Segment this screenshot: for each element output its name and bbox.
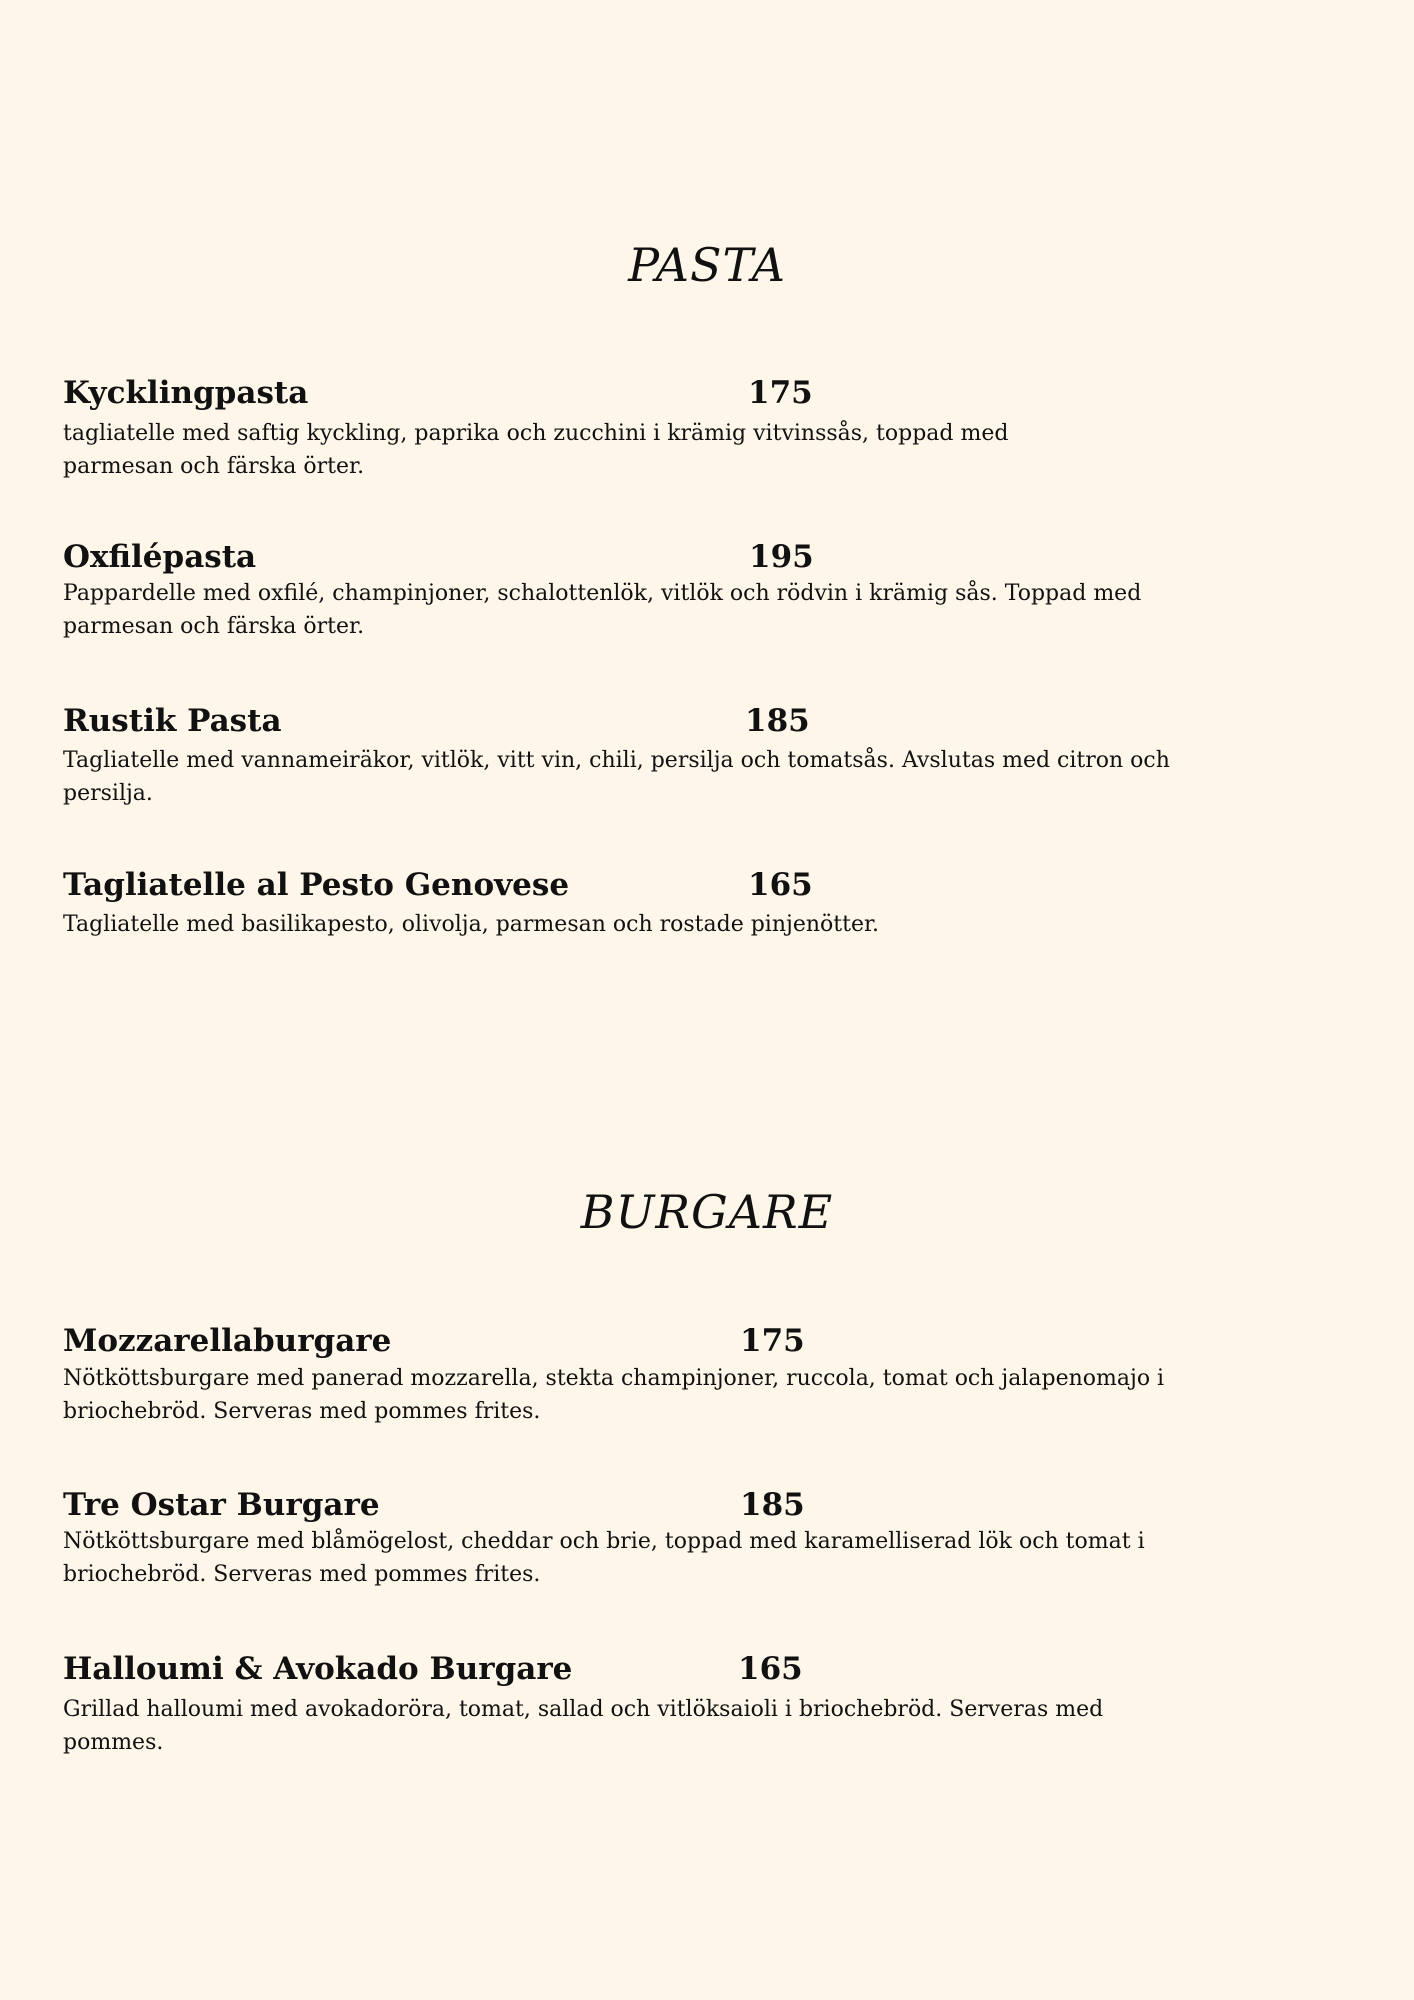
item-description: Tagliatelle med basilikapesto, olivolja, parmesan och rostade pinjenötter. bbox=[63, 912, 880, 937]
item-name: Mozzarellaburgare bbox=[63, 1323, 392, 1359]
section-title-burgare: BURGARE bbox=[580, 1185, 834, 1239]
item-price: 175 bbox=[740, 1323, 805, 1359]
item-price: 175 bbox=[748, 375, 813, 411]
item-name: Oxfilépasta bbox=[63, 539, 257, 575]
section-title-pasta: PASTA bbox=[628, 238, 786, 292]
item-description: Nötköttsburgare med blåmögelost, cheddar och brie, toppad med karamelliserad lök och tomat i briochebröd. Serveras med pommes frites. bbox=[63, 1529, 1145, 1587]
item-name: Rustik Pasta bbox=[63, 703, 282, 739]
item-price: 185 bbox=[745, 703, 810, 739]
item-description: Pappardelle med oxfilé, champinjoner, schalottenlök, vitlök och rödvin i krämig sås. Toppad med parmesan och färska örter. bbox=[63, 581, 1142, 639]
item-description: Grillad halloumi med avokadoröra, tomat, sallad och vitlöksaioli i briochebröd. Serveras med pommes. bbox=[63, 1697, 1104, 1755]
item-description: Nötköttsburgare med panerad mozzarella, stekta champinjoner, ruccola, tomat och jalapenomajo i briochebröd. Serveras med pommes frites. bbox=[63, 1366, 1165, 1424]
item-name: Tagliatelle al Pesto Genovese bbox=[63, 867, 570, 903]
item-price: 195 bbox=[749, 539, 814, 575]
item-price: 165 bbox=[738, 1651, 803, 1687]
item-description: Tagliatelle med vannameiräkor, vitlök, vitt vin, chili, persilja och tomatsås. Avslutas med citron och persilja. bbox=[63, 748, 1170, 806]
item-description: tagliatelle med saftig kyckling, paprika och zucchini i krämig vitvinssås, toppad med parmesan och färska örter. bbox=[63, 421, 1009, 479]
item-price: 185 bbox=[740, 1487, 805, 1523]
item-name: Tre Ostar Burgare bbox=[63, 1487, 380, 1523]
item-name: Kycklingpasta bbox=[63, 375, 309, 411]
item-name: Halloumi & Avokado Burgare bbox=[63, 1651, 573, 1687]
item-price: 165 bbox=[748, 867, 813, 903]
